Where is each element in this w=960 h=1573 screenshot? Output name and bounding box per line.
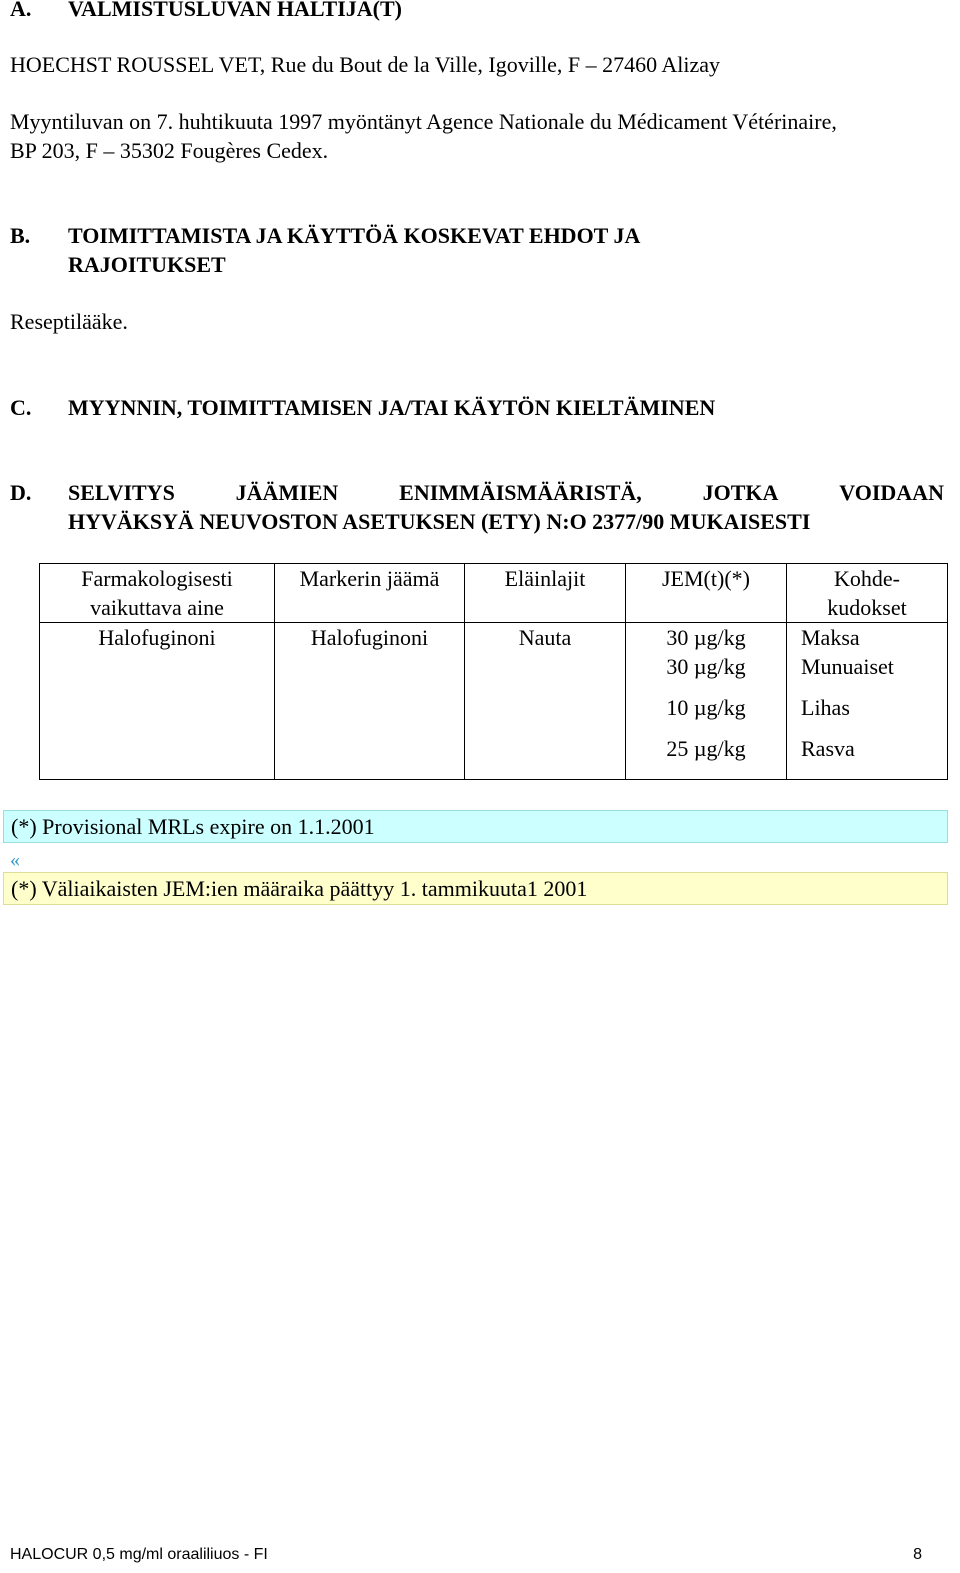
- table-header-row: [40, 564, 948, 623]
- section-d-title-word: SELVITYS: [68, 480, 175, 505]
- tissue-name: Maksa: [801, 625, 860, 650]
- cell-animal-species: [465, 623, 626, 780]
- section-d-title-word: JÄÄMIEN: [235, 480, 339, 505]
- section-c-title: MYYNNIN, TOIMITTAMISEN JA/TAI KÄYTÖN KIELTÄMINEN: [68, 395, 716, 420]
- mrl-value: 10 µg/kg: [666, 695, 746, 720]
- mrl-table: [39, 563, 948, 780]
- cell-text: Halofuginoni: [310, 625, 429, 650]
- tissue-name: Lihas: [801, 695, 850, 720]
- cell-target-tissues: [787, 623, 948, 780]
- section-d-title-line1: [68, 478, 944, 507]
- tissue-name: Rasva: [801, 736, 855, 761]
- section-d-title-line2: HYVÄKSYÄ NEUVOSTON ASETUKSEN (ETY) N:O 2377/90 MUKAISESTI: [68, 509, 811, 534]
- header-marker-residue: [275, 564, 465, 623]
- section-b-heading: [10, 221, 910, 279]
- authorisation-line: Myyntiluvan on 7. huhtikuuta 1997 myöntänyt Agence Nationale du Médicament Vétérinaire,: [10, 109, 837, 134]
- header-line: Markerin jäämä: [299, 566, 440, 591]
- prescription-status: Reseptilääke.: [10, 309, 128, 334]
- section-a-label: A.: [10, 0, 32, 21]
- table-row: [40, 623, 948, 780]
- note-marker: «: [10, 849, 20, 871]
- tissue-name: Munuaiset: [801, 654, 894, 679]
- holder-address: HOECHST ROUSSEL VET, Rue du Bout de la Ville, Igoville, F – 27460 Alizay: [10, 52, 720, 77]
- section-d-label: D.: [10, 480, 32, 505]
- section-d-title-word: JOTKA: [702, 480, 779, 505]
- header-line: Kohde-: [834, 566, 900, 591]
- section-d-title-word: ENIMMÄISMÄÄRISTÄ,: [399, 480, 642, 505]
- header-mrls: [626, 564, 787, 623]
- cell-active-substance: [40, 623, 275, 780]
- header-target-tissues: [787, 564, 948, 623]
- section-a-heading: [10, 0, 402, 23]
- section-b-title: [68, 221, 640, 279]
- cell-marker-residue: [275, 623, 465, 780]
- note-finnish: (*) Väliaikaisten JEM:ien määraika päättyy 1. tammikuuta1 2001: [3, 872, 948, 905]
- authorisation-text: [10, 107, 837, 165]
- mrl-value: 30 µg/kg: [666, 654, 746, 679]
- mrl-value: 25 µg/kg: [666, 736, 746, 761]
- section-d-heading: [10, 478, 944, 536]
- cell-text: Nauta: [518, 625, 572, 650]
- mrl-value: 30 µg/kg: [666, 625, 746, 650]
- section-c-label: C.: [10, 395, 32, 420]
- footer-product: HALOCUR 0,5 mg/ml oraaliliuos - FI: [10, 1546, 268, 1563]
- authorisation-line: BP 203, F – 35302 Fougères Cedex.: [10, 138, 329, 163]
- note-english: (*) Provisional MRLs expire on 1.1.2001: [3, 810, 948, 843]
- section-c-heading: [10, 393, 715, 422]
- cell-mrls: [626, 623, 787, 780]
- header-line: JEM(t)(*): [662, 566, 750, 591]
- header-animal-species: [465, 564, 626, 623]
- section-b-title-line: RAJOITUKSET: [68, 252, 226, 277]
- section-d-title-word: VOIDAAN: [839, 480, 944, 505]
- header-line: vaikuttava aine: [90, 595, 224, 620]
- header-active-substance: [40, 564, 275, 623]
- cell-text: Halofuginoni: [98, 625, 216, 650]
- section-b-label: B.: [10, 223, 31, 248]
- section-a-title: VALMISTUSLUVAN HALTIJA(T): [68, 0, 402, 21]
- header-line: Eläinlajit: [504, 566, 586, 591]
- page-footer: [10, 1545, 922, 1565]
- header-line: kudokset: [827, 595, 907, 620]
- section-b-title-line: TOIMITTAMISTA JA KÄYTTÖÄ KOSKEVAT EHDOT JA: [68, 223, 641, 248]
- footer-page-number: 8: [913, 1546, 922, 1563]
- header-line: Farmakologisesti: [81, 566, 233, 591]
